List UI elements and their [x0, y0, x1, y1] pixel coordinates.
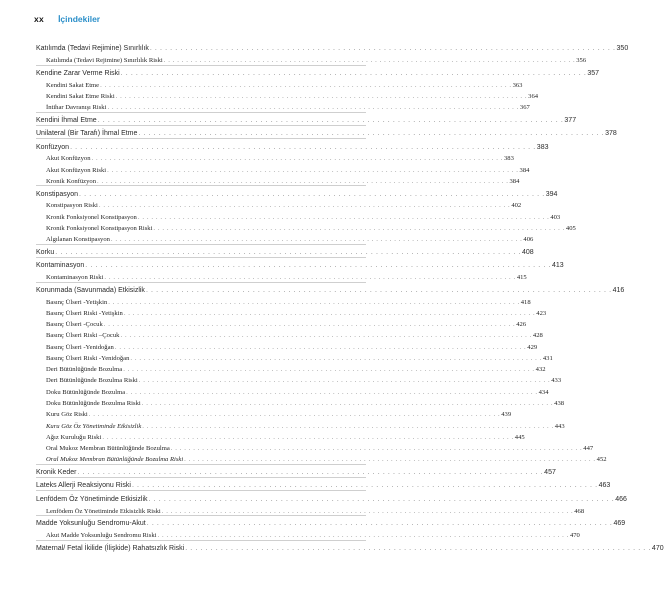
toc-entry-label: Doku Bütünlüğünde Bozulma: [46, 388, 126, 396]
toc-entry-page: 457: [544, 469, 556, 477]
toc-entry-label: Lenfödem Öz Yönetiminde Etkisizlik Riski: [46, 507, 161, 515]
toc-entry-page: 405: [565, 224, 576, 232]
toc-entry[interactable]: [36, 138, 549, 151]
toc-entry-page: 350: [616, 45, 629, 53]
toc-entry-page: 466: [615, 495, 627, 503]
toc-entry-page: 418: [520, 298, 531, 306]
dot-leader: . . . . . . . . . . . . . . . . . . . . . . . . . . . . . . . . . . . . . . . . . . . . . . . . . . . . . . . . . . . . . . . . . . . . . . . . . . . . . . . . . . . . . . . . . . . .: [104, 274, 516, 282]
toc-subentry[interactable]: [36, 100, 530, 112]
dot-leader: . . . . . . . . . . . . . . . . . . . . . . . . . . . . . . . . . . . . . . . . . . . . . . . . . . . . . . . . . . . . . . . . . . . . . . . . . . . . . . . . . . . . . . . . . . . .: [123, 309, 536, 317]
dot-leader: . . . . . . . . . . . . . . . . . . . . . . . . . . . . . . . . . . . . . . . . . . . . . . . . . . . . . . . . . . . . . . . . . . . . . . . . . . . . . . . . . . . . . . . . . . . .: [97, 116, 564, 124]
dot-leader: . . . . . . . . . . . . . . . . . . . . . . . . . . . . . . . . . . . . . . . . . . . . . . . . . . . . . . . . . . . . . . . . . . . . . . . . . . . . . . . . . . . . . . . . . . . .: [91, 155, 503, 163]
toc-entry-page: 431: [542, 354, 553, 362]
dot-leader: . . . . . . . . . . . . . . . . . . . . . . . . . . . . . . . . . . . . . . . . . . . . . . . . . . . . . . . . . . . . . . . . . . . . . . . . . . . . . . . . . . . . . . . . . . . .: [70, 143, 536, 151]
toc-entry-page: 413: [551, 262, 564, 270]
table-of-contents: [36, 40, 664, 553]
dot-leader: . . . . . . . . . . . . . . . . . . . . . . . . . . . . . . . . . . . . . . . . . . . . . . . . . . . . . . . . . . . . . . . . . . . . . . . . . . . . . . . . . . . . . . . . . . . .: [130, 354, 542, 362]
toc-entry[interactable]: [36, 257, 564, 270]
toc-entry-page: 445: [514, 433, 525, 441]
dot-leader: . . . . . . . . . . . . . . . . . . . . . . . . . . . . . . . . . . . . . . . . . . . . . . . . . . . . . . . . . . . . . . . . . . . . . . . . . . . . . . . . . . . . . . . . . . . .: [100, 81, 512, 89]
dot-leader: . . . . . . . . . . . . . . . . . . . . . . . . . . . . . . . . . . . . . . . . . . . . . . . . . . . . . . . . . . . . . . . . . . . . . . . . . . . . . . . . . . . . . . . . . . . .: [163, 57, 576, 65]
toc-entry[interactable]: [36, 515, 626, 528]
dot-leader: . . . . . . . . . . . . . . . . . . . . . . . . . . . . . . . . . . . . . . . . . . . . . . . . . . . . . . . . . . . . . . . . . . . . . . . . . . . . . . . . . . . . . . . . . . . .: [88, 411, 501, 419]
toc-entry-label: Kontaminasyon: [36, 262, 85, 270]
dot-leader: . . . . . . . . . . . . . . . . . . . . . . . . . . . . . . . . . . . . . . . . . . . . . . . . . . . . . . . . . . . . . . . . . . . . . . . . . . . . . . . . . . . . . . . . . . . .: [141, 400, 554, 408]
toc-entry-label: Kendini Sakat Etme: [46, 81, 100, 89]
toc-entry-label: Oral Mukoz Membran Bütünlüğünde Bozulma Riski: [46, 456, 184, 464]
toc-subentry[interactable]: [36, 329, 543, 340]
toc-entry[interactable]: [36, 65, 600, 78]
toc-entry-page: 447: [583, 445, 594, 453]
toc-entry-label: Kronik Fonksiyonel Konstipasyon: [46, 213, 137, 221]
toc-entry-label: Ağız Kuruluğu Riski: [46, 433, 102, 441]
dot-leader: . . . . . . . . . . . . . . . . . . . . . . . . . . . . . . . . . . . . . . . . . . . . . . . . . . . . . . . . . . . . . . . . . . . . . . . . . . . . . . . . . . . . . . . . . . . .: [131, 482, 598, 490]
toc-entry-page: 439: [501, 411, 512, 419]
dot-leader: . . . . . . . . . . . . . . . . . . . . . . . . . . . . . . . . . . . . . . . . . . . . . . . . . . . . . . . . . . . . . . . . . . . . . . . . . . . . . . . . . . . . . . . . . . . .: [97, 177, 509, 185]
toc-subentry[interactable]: [36, 306, 547, 317]
toc-entry-label: Basınç Ülseri Riski -Yetişkin: [46, 309, 123, 317]
toc-entry-page: 438: [554, 400, 565, 408]
toc-subentry[interactable]: [36, 504, 585, 515]
toc-subentry[interactable]: [36, 295, 531, 306]
dot-leader: . . . . . . . . . . . . . . . . . . . . . . . . . . . . . . . . . . . . . . . . . . . . . . . . . . . . . . . . . . . . . . . . . . . . . . . . . . . . . . . . . . . . . . . . . . . .: [120, 69, 587, 77]
toc-entry-page: 406: [523, 236, 534, 244]
toc-entry-page: 452: [596, 456, 607, 464]
toc-entry-label: Akut Konfüzyon Riski: [46, 166, 107, 174]
toc-entry-page: 433: [551, 377, 562, 385]
toc-entry-label: Korunmada (Savunmada) Etkisizlik: [36, 286, 145, 294]
toc-entry[interactable]: [36, 477, 611, 490]
toc-entry-page: 394: [545, 190, 558, 198]
toc-entry-label: Basınç Ülseri -Çocuk: [46, 321, 103, 329]
toc-subentry[interactable]: [36, 430, 525, 441]
toc-entry-label: Maternal/ Fetal İkilide (İlişkide) Rahatsızlık Riski: [36, 544, 185, 552]
toc-entry-label: Lateks Allerji Reaksiyonu Riski: [36, 482, 131, 490]
dot-leader: . . . . . . . . . . . . . . . . . . . . . . . . . . . . . . . . . . . . . . . . . . . . . . . . . . . . . . . . . . . . . . . . . . . . . . . . . . . . . . . . . . . . . . . . . . . .: [153, 224, 565, 232]
dot-leader: . . . . . . . . . . . . . . . . . . . . . . . . . . . . . . . . . . . . . . . . . . . . . . . . . . . . . . . . . . . . . . . . . . . . . . . . . . . . . . . . . . . . . . . . . . . .: [185, 544, 651, 552]
dot-leader: . . . . . . . . . . . . . . . . . . . . . . . . . . . . . . . . . . . . . . . . . . . . . . . . . . . . . . . . . . . . . . . . . . . . . . . . . . . . . . . . . . . . . . . . . . . .: [138, 130, 605, 138]
dot-leader: . . . . . . . . . . . . . . . . . . . . . . . . . . . . . . . . . . . . . . . . . . . . . . . . . . . . . . . . . . . . . . . . . . . . . . . . . . . . . . . . . . . . . . . . . . . .: [161, 507, 574, 515]
toc-entry-label: Kronik Fonksiyonel Konstipasyon Riski: [46, 224, 153, 232]
toc-entry[interactable]: [36, 125, 617, 138]
dot-leader: . . . . . . . . . . . . . . . . . . . . . . . . . . . . . . . . . . . . . . . . . . . . . . . . . . . . . . . . . . . . . . . . . . . . . . . . . . . . . . . . . . . . . . . . . . . .: [145, 286, 612, 294]
toc-subentry[interactable]: [36, 362, 546, 374]
toc-entry-page: 364: [528, 92, 539, 100]
dot-leader: . . . . . . . . . . . . . . . . . . . . . . . . . . . . . . . . . . . . . . . . . . . . . . . . . . . . . . . . . . . . . . . . . . . . . . . . . . . . . . . . . . . . . . . . . . . .: [120, 332, 532, 340]
toc-subentry[interactable]: [36, 232, 534, 244]
toc-entry[interactable]: [36, 490, 627, 503]
toc-entry-label: Madde Yoksunluğu Sendromu-Akut: [36, 520, 146, 528]
toc-entry-label: Konstipasyon Riski: [46, 202, 98, 210]
toc-entry-page: 357: [587, 69, 600, 77]
dot-leader: . . . . . . . . . . . . . . . . . . . . . . . . . . . . . . . . . . . . . . . . . . . . . . . . . . . . . . . . . . . . . . . . . . . . . . . . . . . . . . . . . . . . . . . . . . . .: [126, 388, 538, 396]
toc-entry-label: Kendini İhmal Etme: [36, 116, 97, 124]
toc-entry-label: Konfüzyon: [36, 143, 70, 151]
toc-entry-page: 470: [569, 532, 580, 540]
dot-leader: . . . . . . . . . . . . . . . . . . . . . . . . . . . . . . . . . . . . . . . . . . . . . . . . . . . . . . . . . . . . . . . . . . . . . . . . . . . . . . . . . . . . . . . . . . . .: [103, 321, 516, 329]
dot-leader: . . . . . . . . . . . . . . . . . . . . . . . . . . . . . . . . . . . . . . . . . . . . . . . . . . . . . . . . . . . . . . . . . . . . . . . . . . . . . . . . . . . . . . . . . . . .: [107, 104, 519, 112]
toc-subentry[interactable]: [36, 174, 520, 185]
toc-entry-page: 434: [538, 388, 549, 396]
dot-leader: . . . . . . . . . . . . . . . . . . . . . . . . . . . . . . . . . . . . . . . . . . . . . . . . . . . . . . . . . . . . . . . . . . . . . . . . . . . . . . . . . . . . . . . . . . . .: [170, 445, 583, 453]
toc-entry-page: 469: [613, 520, 626, 528]
toc-entry-page: 423: [536, 309, 547, 317]
toc-entry-page: 378: [605, 130, 617, 138]
toc-subentry[interactable]: [36, 396, 565, 408]
dot-leader: . . . . . . . . . . . . . . . . . . . . . . . . . . . . . . . . . . . . . . . . . . . . . . . . . . . . . . . . . . . . . . . . . . . . . . . . . . . . . . . . . . . . . . . . . . . .: [184, 456, 596, 464]
toc-entry-page: 408: [522, 249, 534, 256]
toc-entry[interactable]: [36, 112, 577, 125]
toc-entry-page: 463: [598, 482, 611, 490]
toc-entry-label: Kuru Göz Öz Yönetiminde Etkisizlik: [46, 422, 142, 430]
toc-entry-page: 428: [532, 332, 543, 340]
toc-entry-label: Basınç Ülseri Riski –Çocuk: [46, 332, 120, 340]
dot-leader: . . . . . . . . . . . . . . . . . . . . . . . . . . . . . . . . . . . . . . . . . . . . . . . . . . . . . . . . . . . . . . . . . . . . . . . . . . . . . . . . . . . . . . . . . . . .: [114, 343, 527, 351]
toc-entry-label: Kendine Zarar Verme Riski: [36, 69, 120, 77]
toc-entry-page: 384: [509, 177, 520, 185]
toc-entry-label: Korku: [36, 249, 55, 256]
toc-subentry[interactable]: [36, 210, 561, 221]
toc-subentry[interactable]: [36, 152, 514, 163]
toc-entry-page: 367: [519, 104, 530, 112]
dot-leader: . . . . . . . . . . . . . . . . . . . . . . . . . . . . . . . . . . . . . . . . . . . . . . . . . . . . . . . . . . . . . . . . . . . . . . . . . . . . . . . . . . . . . . . . . . . .: [146, 520, 613, 528]
toc-entry-label: Unilateral (Bir Tarafı) İhmal Etme: [36, 130, 138, 138]
toc-entry-page: 377: [564, 116, 577, 124]
toc-entry-label: Kendini Sakat Etme Riski: [46, 92, 115, 100]
toc-entry-label: Oral Mukoz Membran Bütünlüğünde Bozulma: [46, 445, 170, 453]
toc-subentry[interactable]: [36, 317, 527, 329]
toc-subentry[interactable]: [36, 270, 527, 282]
toc-entry-page: 415: [516, 274, 527, 282]
toc-entry-page: 443: [554, 422, 565, 430]
toc-subentry[interactable]: [36, 199, 522, 210]
toc-entry-label: İntihar Davranışı Riski: [46, 104, 107, 112]
toc-subentry[interactable]: [36, 78, 523, 89]
toc-subentry[interactable]: [36, 163, 530, 174]
toc-entry-page: 403: [550, 213, 561, 221]
toc-subentry[interactable]: [36, 453, 607, 464]
toc-entry-label: Basınç Ülseri -Yetişkin: [46, 298, 108, 306]
toc-subentry[interactable]: [36, 441, 594, 453]
dot-leader: . . . . . . . . . . . . . . . . . . . . . . . . . . . . . . . . . . . . . . . . . . . . . . . . . . . . . . . . . . . . . . . . . . . . . . . . . . . . . . . . . . . . . . . . . . . .: [108, 298, 520, 306]
toc-subentry[interactable]: [36, 53, 587, 65]
toc-entry[interactable]: [36, 540, 664, 553]
page-header: [34, 12, 100, 26]
toc-subentry[interactable]: [36, 221, 576, 232]
header-title: İçindekiler: [58, 14, 101, 24]
toc-entry-page: 383: [503, 155, 514, 163]
dot-leader: . . . . . . . . . . . . . . . . . . . . . . . . . . . . . . . . . . . . . . . . . . . . . . . . . . . . . . . . . . . . . . . . . . . . . . . . . . . . . . . . . . . . . . . . . . . .: [110, 236, 523, 244]
dot-leader: . . . . . . . . . . . . . . . . . . . . . . . . . . . . . . . . . . . . . . . . . . . . . . . . . . . . . . . . . . . . . . . . . . . . . . . . . . . . . . . . . . . . . . . . . . . .: [157, 532, 569, 540]
dot-leader: . . . . . . . . . . . . . . . . . . . . . . . . . . . . . . . . . . . . . . . . . . . . . . . . . . . . . . . . . . . . . . . . . . . . . . . . . . . . . . . . . . . . . . . . . . . .: [77, 469, 544, 477]
toc-subentry[interactable]: [36, 374, 562, 385]
toc-entry[interactable]: [36, 185, 558, 198]
toc-subentry[interactable]: [36, 385, 549, 396]
toc-entry[interactable]: [36, 40, 629, 53]
toc-entry-label: Akut Madde Yoksunluğu Sendromu Riski: [46, 532, 157, 540]
toc-entry-page: 416: [612, 286, 625, 294]
toc-entry-label: Deri Bütünlüğünde Bozulma Riski: [46, 377, 138, 385]
toc-entry-page: 383: [536, 143, 549, 151]
toc-entry-label: Deri Bütünlüğünde Bozulma: [46, 366, 123, 374]
toc-subentry[interactable]: [36, 419, 565, 430]
toc-entry-page: 429: [527, 343, 538, 351]
toc-entry-label: Kuru Göz Riski: [46, 411, 88, 419]
toc-entry-label: Kontaminasyon Riski: [46, 274, 104, 282]
dot-leader: . . . . . . . . . . . . . . . . . . . . . . . . . . . . . . . . . . . . . . . . . . . . . . . . . . . . . . . . . . . . . . . . . . . . . . . . . . . . . . . . . . . . . . . . . . . .: [137, 213, 550, 221]
toc-entry-label: Basınç Ülseri Riski -Yenidoğan: [46, 354, 130, 362]
toc-subentry[interactable]: [36, 89, 539, 100]
dot-leader: . . . . . . . . . . . . . . . . . . . . . . . . . . . . . . . . . . . . . . . . . . . . . . . . . . . . . . . . . . . . . . . . . . . . . . . . . . . . . . . . . . . . . . . . . . . .: [138, 377, 551, 385]
toc-entry-page: 356: [576, 57, 587, 65]
toc-entry-label: Lenfödem Öz Yönetiminde Etkisizlik: [36, 495, 148, 503]
toc-entry-page: 468: [574, 507, 585, 515]
toc-entry-label: Konstipasyon: [36, 190, 79, 198]
toc-entry-page: 402: [511, 202, 522, 210]
toc-entry-label: Basınç Ülseri -Yenidoğan: [46, 343, 114, 351]
dot-leader: . . . . . . . . . . . . . . . . . . . . . . . . . . . . . . . . . . . . . . . . . . . . . . . . . . . . . . . . . . . . . . . . . . . . . . . . . . . . . . . . . . . . . . . . . . . .: [123, 366, 535, 374]
toc-entry[interactable]: [36, 282, 625, 295]
dot-leader: . . . . . . . . . . . . . . . . . . . . . . . . . . . . . . . . . . . . . . . . . . . . . . . . . . . . . . . . . . . . . . . . . . . . . . . . . . . . . . . . . . . . . . . . . . . .: [149, 45, 616, 53]
dot-leader: . . . . . . . . . . . . . . . . . . . . . . . . . . . . . . . . . . . . . . . . . . . . . . . . . . . . . . . . . . . . . . . . . . . . . . . . . . . . . . . . . . . . . . . . . . . .: [142, 422, 554, 430]
dot-leader: . . . . . . . . . . . . . . . . . . . . . . . . . . . . . . . . . . . . . . . . . . . . . . . . . . . . . . . . . . . . . . . . . . . . . . . . . . . . . . . . . . . . . . . . . . . .: [102, 433, 514, 441]
toc-entry-page: 470: [651, 544, 664, 552]
toc-entry-page: 384: [519, 166, 530, 174]
toc-entry-label: Algılanan Konstipasyon: [46, 236, 110, 244]
toc-subentry[interactable]: [36, 528, 580, 540]
dot-leader: . . . . . . . . . . . . . . . . . . . . . . . . . . . . . . . . . . . . . . . . . . . . . . . . . . . . . . . . . . . . . . . . . . . . . . . . . . . . . . . . . . . . . . . . . . . .: [55, 249, 521, 256]
toc-entry-page: 432: [535, 366, 546, 374]
toc-subentry[interactable]: [36, 351, 553, 362]
dot-leader: . . . . . . . . . . . . . . . . . . . . . . . . . . . . . . . . . . . . . . . . . . . . . . . . . . . . . . . . . . . . . . . . . . . . . . . . . . . . . . . . . . . . . . . . . . . .: [98, 202, 511, 210]
toc-entry-label: Katılımda (Tedavi Rejimine) Sınırlılık Riski: [46, 57, 163, 65]
dot-leader: . . . . . . . . . . . . . . . . . . . . . . . . . . . . . . . . . . . . . . . . . . . . . . . . . . . . . . . . . . . . . . . . . . . . . . . . . . . . . . . . . . . . . . . . . . . .: [107, 166, 519, 174]
toc-entry-page: 363: [512, 81, 523, 89]
dot-leader: . . . . . . . . . . . . . . . . . . . . . . . . . . . . . . . . . . . . . . . . . . . . . . . . . . . . . . . . . . . . . . . . . . . . . . . . . . . . . . . . . . . . . . . . . . . .: [85, 262, 551, 270]
toc-entry-label: Doku Bütünlüğünde Bozulma Riski: [46, 400, 141, 408]
toc-entry-label: Katılımda (Tedavi Rejimine) Sınırlılık: [36, 45, 149, 53]
page-number: xx: [34, 14, 45, 24]
toc-entry-label: Akut Konfüzyon: [46, 155, 91, 163]
toc-subentry[interactable]: [36, 408, 512, 419]
dot-leader: . . . . . . . . . . . . . . . . . . . . . . . . . . . . . . . . . . . . . . . . . . . . . . . . . . . . . . . . . . . . . . . . . . . . . . . . . . . . . . . . . . . . . . . . . . . .: [115, 92, 528, 100]
toc-subentry[interactable]: [36, 340, 538, 351]
toc-entry[interactable]: [36, 244, 534, 257]
dot-leader: . . . . . . . . . . . . . . . . . . . . . . . . . . . . . . . . . . . . . . . . . . . . . . . . . . . . . . . . . . . . . . . . . . . . . . . . . . . . . . . . . . . . . . . . . . . .: [148, 495, 615, 503]
toc-entry[interactable]: [36, 464, 556, 477]
dot-leader: . . . . . . . . . . . . . . . . . . . . . . . . . . . . . . . . . . . . . . . . . . . . . . . . . . . . . . . . . . . . . . . . . . . . . . . . . . . . . . . . . . . . . . . . . . . .: [79, 190, 545, 198]
toc-entry-label: Kronik Keder: [36, 469, 77, 477]
toc-entry-label: Kronik Konfüzyon: [46, 177, 96, 185]
toc-entry-page: 426: [516, 321, 527, 329]
